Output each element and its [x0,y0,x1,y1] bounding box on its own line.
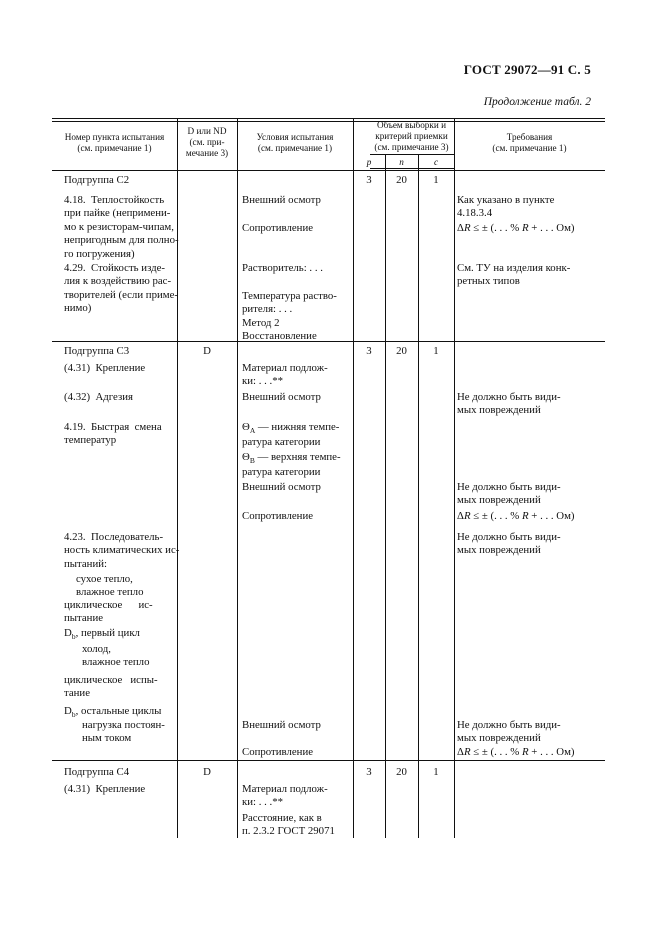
condition-substrate-material: Материал подлож- ки: . . .** [242,362,328,388]
requirement-delta-r-4-19: ΔR ≤ ± (. . . % R + . . . Ом) [457,510,575,522]
condition-substrate-material-c4: Материал подлож- ки: . . .** [242,783,328,809]
sub-item-db-first-cycle: $D_b$, первый цикл [64,627,140,642]
requirement-as-in-4-18-3-4: Как указано в пункте 4.18.3.4 [457,194,555,220]
column-header-requirements: Требования (см. примечание 1) [492,132,567,154]
test-item-4-29: 4.29. Стойкость изде- лия к воздействию рас- творителей (если приме- нимо) [64,262,178,315]
subgroup-c2-title: Подгруппа С2 [64,174,130,186]
subgroup-c4-n: 20 [396,766,407,778]
sub-item-db-other-cycles: $D_b$, остальные циклы [64,705,162,720]
condition-visual-inspection-c3: Внешний осмотр [242,391,321,403]
test-item-4-32: (4.32) Адгезия [64,391,133,403]
test-item-4-19: 4.19. Быстрая смена температур [64,421,162,447]
test-item-4-23: 4.23. Последователь- ность климатических ис- пытаний: [64,531,180,570]
column-header-conditions: Условия испытания (см. примечание 1) [256,132,334,154]
subgroup-c3-p: 3 [366,345,372,357]
column-header-n: n [399,157,404,167]
header-bottom-rule [52,170,605,171]
subgroup-c4-dnd: D [203,766,211,778]
test-item-4-31: (4.31) Крепление [64,362,146,374]
condition-resistance-4-19: Сопротивление [242,510,314,522]
subgroup-c2-p: 3 [366,174,372,186]
sub-item-dry-heat: сухое тепло, влажное тепло [76,573,144,599]
subgroup-c4-p: 3 [366,766,372,778]
subgroup-c4-c: 1 [433,766,439,778]
subgroup-c3-c: 1 [433,345,439,357]
column-divider-2 [237,118,238,838]
condition-distance: Расстояние, как в п. 2.3.2 ГОСТ 29071 [242,812,335,838]
column-header-c: c [433,157,439,167]
sub-item-cyclic-test-2: циклическое испы- тание [64,674,158,700]
requirement-delta-r: ΔR ≤ ± (. . . % R + . . . Ом) [457,222,575,234]
requirement-no-visible-damage-dc: Не должно быть види- мых повреждений [457,719,561,745]
column-header-sample: Объем выборки и критерий приемки (см. примечание 3) [374,120,449,153]
subgroup-c3-n: 20 [396,345,407,357]
table-top-border-inner [52,121,605,122]
condition-visual-inspection-4-19: Внешний осмотр [242,481,321,493]
table-top-border [52,118,605,119]
requirement-see-specs: См. ТУ на изделия конк- ретных типов [457,262,571,288]
page-header: ГОСТ 29072—91 С. 5 [463,62,591,77]
requirement-no-visible-damage: Не должно быть види- мых повреждений [457,391,561,417]
group-divider-c4 [52,760,605,761]
sample-subheader-rule [370,154,454,155]
sub-item-cold: холод, влажное тепло [82,643,150,669]
condition-solvent: Растворитель: . . . [242,262,323,274]
requirements-table [52,118,605,838]
test-item-4-18: 4.18. Теплостойкость при пайке (непримени- мо к резисторам-чипам, непригодным для полно- го погружения) [64,194,179,260]
subgroup-c2-c: 1 [433,174,439,186]
table-continuation-label: Продолжение табл. 2 [483,96,591,108]
subgroup-c3-title: Подгруппа С3 [64,345,130,357]
subgroup-c3-dnd: D [203,345,211,357]
condition-solvent-temperature: Температура раство- рителя: . . . Метод 2 Восстановление [242,290,337,343]
column-header-dnd: D или ND (см. при- мечание 3) [185,126,229,159]
condition-visual-inspection-4-23: Внешний осмотр [242,719,321,731]
subgroup-c4-title: Подгруппа С4 [64,766,130,778]
column-divider-4 [454,118,455,838]
condition-theta-b: $\Theta_B$ — верхняя темпе- ратура категории [242,451,341,478]
requirement-no-visible-damage-4-19: Не должно быть види- мых повреждений [457,481,561,507]
column-divider-p-n [385,154,386,838]
test-item-4-31-c4: (4.31) Крепление [64,783,146,795]
requirement-delta-r-4-23: ΔR ≤ ± (. . . % R + . . . Ом) [457,746,575,758]
column-divider-3 [353,118,354,838]
condition-visual-inspection: Внешний осмотр [242,194,321,206]
column-header-p: p [366,157,372,167]
requirement-no-visible-damage-4-23: Не должно быть види- мых повреждений [457,531,561,557]
sub-item-cyclic-test-1: циклическое ис- пытание [64,599,153,625]
sub-item-dc-load: нагрузка постоян- ным током [82,719,165,745]
condition-theta-a: $\Theta_A$ — нижняя темпе- ратура категории [242,421,340,448]
column-header-item: Номер пункта испытания (см. примечание 1) [64,132,165,154]
column-divider-n-c [418,154,419,838]
condition-resistance-4-23: Сопротивление [242,746,314,758]
subgroup-c2-n: 20 [396,174,407,186]
condition-resistance: Сопротивление [242,222,314,234]
